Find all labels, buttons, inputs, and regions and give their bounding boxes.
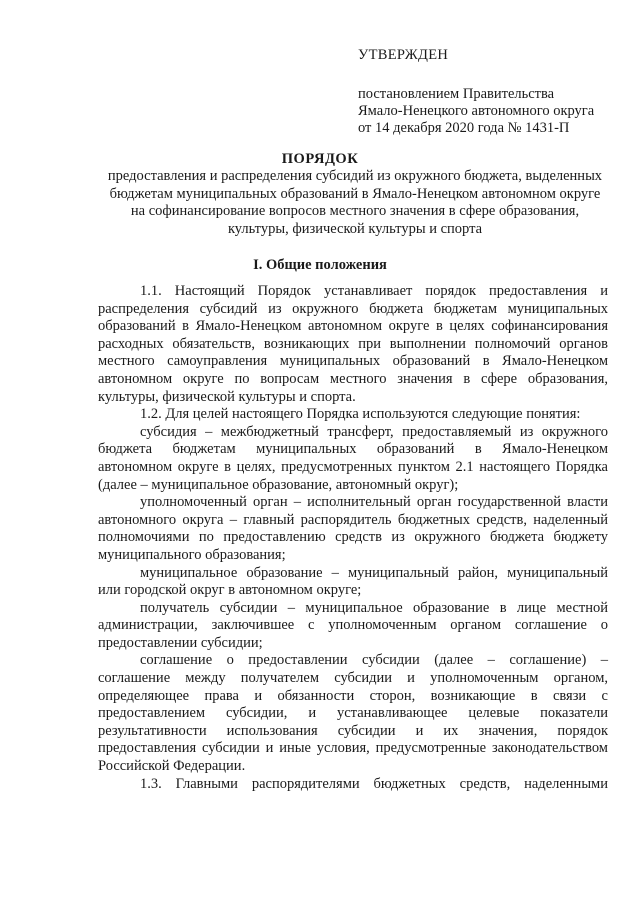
- section-title: I. Общие положения: [253, 257, 387, 273]
- body-line: уполномоченный орган – исполнительный орган государственной власти: [140, 494, 608, 511]
- subtitle-line: бюджетам муниципальных образований в Ямало-Ненецком автономном округе: [109, 185, 601, 202]
- body-text: [98, 283, 608, 793]
- approval-line: постановлением Правительства: [358, 86, 555, 102]
- subtitle-line: культуры, физической культуры и спорта: [227, 220, 483, 237]
- body-line: образований в Ямало-Ненецком автономном округе в целях софинансирования: [98, 318, 608, 335]
- approval-block: [358, 47, 594, 137]
- body-line: муниципальное образование – муниципальный район, муниципальный: [140, 564, 608, 581]
- body-line: предоставлением субсидии, и устанавливающее целевые показатели: [98, 705, 608, 722]
- body-line: предоставления субсидии и иные условия, предусмотренные законодательством: [98, 740, 608, 757]
- body-line: или городской округ в автономном округе;: [98, 582, 362, 599]
- body-line: получатель субсидии – муниципальное образование в лице местной: [140, 599, 608, 616]
- subtitle-line: предоставления и распределения субсидий из окружного бюджета, выделенных: [107, 168, 603, 184]
- body-line: автономном округе в целях, предусмотренных пунктом 2.1 настоящего Порядка: [98, 458, 608, 475]
- body-line: предоставлении субсидии;: [98, 634, 263, 651]
- body-line: автономного округа – главный распорядитель бюджетных средств, наделенный: [98, 511, 608, 528]
- body-line: 1.1. Настоящий Порядок устанавливает порядок предоставления и: [140, 283, 608, 299]
- body-line: соглашение о предоставлении субсидии (далее – соглашение) –: [140, 652, 608, 669]
- body-line: Российской Федерации.: [98, 758, 246, 775]
- approval-stamp: УТВЕРЖДЕН: [358, 47, 449, 63]
- body-line: (далее – муниципальное образование, автономный округ);: [98, 476, 459, 493]
- subtitle-line: на софинансирование вопросов местного значения в сфере образования,: [130, 203, 580, 219]
- body-line: соглашение между получателем субсидии и уполномоченным органом,: [98, 670, 608, 687]
- body-line: культуры, физической культуры и спорта.: [98, 388, 356, 405]
- body-line: автономном округе по вопросам местного значения в сфере образования,: [98, 370, 608, 387]
- body-line: 1.2. Для целей настоящего Порядка используются следующие понятия:: [140, 406, 581, 423]
- body-line: бюджета бюджетам муниципальных образований в Ямало-Ненецком: [98, 441, 608, 458]
- body-line: полномочиями по предоставлению средств из окружного бюджета бюджету: [98, 529, 608, 546]
- body-line: расходных обязательств, возникающих при выполнении полномочий органов: [98, 335, 608, 352]
- approval-line: Ямало-Ненецкого автономного округа: [358, 103, 595, 119]
- body-line: результативности использования субсидии и их значения, порядок: [98, 722, 608, 739]
- document-subtitle: [100, 168, 610, 238]
- body-line: муниципального образования;: [98, 546, 286, 563]
- approval-line: от 14 декабря 2020 года № 1431-П: [358, 120, 570, 136]
- body-line: распределения субсидий из окружного бюджета бюджетам муниципальных: [98, 300, 608, 317]
- body-line: администрации, заключившее с уполномоченным органом соглашение о: [98, 617, 608, 634]
- body-line: 1.3. Главными распорядителями бюджетных средств, наделенными: [140, 775, 608, 792]
- document-title: ПОРЯДОК: [281, 151, 359, 167]
- body-line: местного самоуправления муниципальных образований в Ямало-Ненецком: [98, 353, 608, 370]
- body-line: субсидия – межбюджетный трансферт, предоставляемый из окружного: [140, 423, 608, 440]
- body-line: определяющее права и обязанности сторон, возникающие в связи с: [98, 687, 608, 704]
